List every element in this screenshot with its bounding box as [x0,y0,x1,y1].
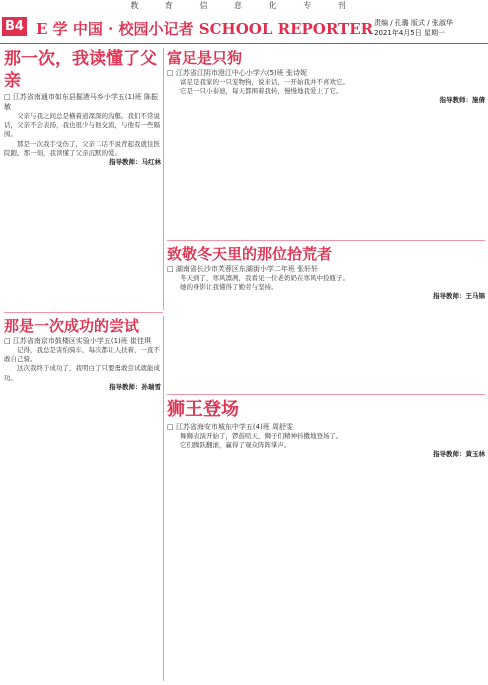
article-teacher: 指导教师：黄玉林 [433,450,485,459]
article-title: 致敬冬天里的那位拾荒者 [167,245,333,263]
article-byline: □ 江苏省海安市城东中学五(4)班 周舒雯 [167,423,293,431]
article-teacher: 指导教师：施倩 [439,96,485,105]
article-paragraph: 它们腾跃翻滚，赢得了观众阵阵掌声。 [180,441,291,450]
section-divider [4,312,163,313]
article-paragraph: 她的身影让我懂得了勤劳与坚持。 [180,283,278,292]
section-divider [167,240,485,241]
article-paragraph: 父亲与我之间总是横着道深深的沟壑。我们不常说话，父亲不会表扬，我也很少与他交流，与他有一些隔阂。 [4,112,160,139]
article-title: 那一次，我读懂了父亲 [4,49,157,91]
article-title: 那是一次成功的尝试 [4,317,140,335]
issue-date: 2021年4月5日 星期一 [374,29,445,37]
masthead [0,14,488,44]
article-title: 富足是只狗 [167,49,243,67]
article-paragraph: 这次我终于成功了，我明白了只要勇敢尝试就能成功。 [4,364,160,382]
column-divider [163,48,164,310]
article-paragraph: 冬天到了，寒风凛冽，我看见一位老奶奶在寒风中捡瓶子。 [180,274,349,282]
article-2 [167,48,485,238]
article-title: 狮王登场 [167,399,239,420]
article-paragraph: 记得，我总是害怕骑车，每次都让人扶着，一直不敢自己骑。 [4,346,160,364]
article-paragraph: 那是一次我手受伤了，父亲二话不说背起我就往医院跑。那一刻，我读懂了父亲沉默的爱。 [4,139,160,157]
masthead-meta [374,18,484,38]
article-byline: □ 江苏省南京市鼓楼区实验小学五(1)班 崔佳琪 [4,337,151,345]
article-teacher: 指导教师：王马锦 [433,292,485,301]
section-title: E 学 中国 · 校园小记者 SCHOOL REPORTER [36,20,374,38]
article-byline: □ 江苏省南通市如东县掘港马乡小学五(1)班 陈振敏 [4,93,158,111]
article-paragraph: 富足是我家的一只宠物狗，说来话，一开始我并不喜欢它。 [180,78,349,86]
section-divider [167,394,485,395]
article-paragraph: 舞狮表演开始了，锣鼓喧天，狮子们精神抖擞地登场了。 [180,432,343,440]
article-byline: □ 江苏省江阴市澄江中心小学六(5)班 张诗妮 [167,69,307,77]
article-teacher: 指导教师：马红林 [109,158,161,167]
article-1 [4,48,161,310]
page-tagline: 教 育 信 息 化 专 刊 [130,1,358,10]
article-teacher: 指导教师：孙瑞雪 [109,382,161,391]
article-5 [167,398,485,681]
article-4 [167,244,485,392]
article-paragraph: 它是一只小泰迪，每天都围着我转，慢慢地我爱上了它。 [180,87,343,96]
editor-credit: 责编 / 孔璐 版式 / 张淑华 [374,19,453,27]
article-3 [4,316,161,681]
column-divider [163,316,164,681]
article-byline: □ 湖南省长沙市芙蓉区东湖街小学二年班 张轩轩 [167,265,319,273]
page-number: B4 [2,17,27,36]
